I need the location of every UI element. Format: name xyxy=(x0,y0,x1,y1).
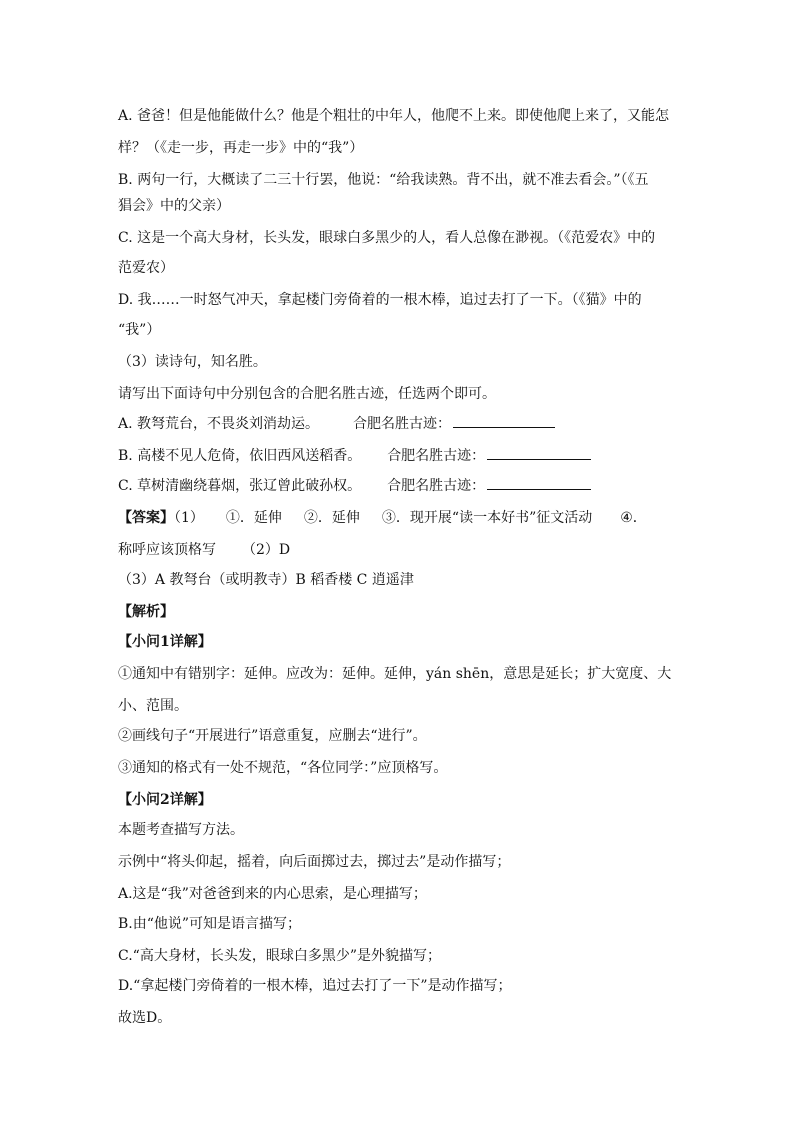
option-b-line1: B. 两句一行，大概读了二三十行罢，他说：“给我读熟。背不出，就不准去看会。”（《五 xyxy=(118,172,649,188)
q3-verse-a: A. 教弩荒台，不畏炎刘消劫运。 xyxy=(118,416,320,432)
q3-answer-blank-b[interactable] xyxy=(487,447,591,460)
option-a-line2: 样？（《走一步，再走一步》中的“我”） xyxy=(118,140,364,156)
sub2-line4: B.由“他说”可知是语言描写； xyxy=(118,916,302,932)
option-a-line1: A. 爸爸！但是他能做什么？他是个粗壮的中年人，他爬不上来。即使他爬上来了，又能怎 xyxy=(118,108,670,124)
answer-part1: （1） xyxy=(174,510,204,526)
answer-item-4-text: 称呼应该顶格写 xyxy=(118,542,216,558)
answer-item-4: ④． xyxy=(620,510,647,526)
answer-part2: （2）D xyxy=(242,542,291,558)
sub2-line1: 本题考查描写方法。 xyxy=(118,822,244,838)
sub1-p1-line2: 小、范围。 xyxy=(118,698,188,714)
q3-blank-label-a: 合肥名胜古迹： xyxy=(353,416,452,432)
q3-verse-c: C. 草树清幽绕暮烟，张辽曾此破孙权。 xyxy=(118,478,362,494)
sub2-line2: 示例中“将头仰起，摇着，向后面掷过去，掷过去”是动作描写； xyxy=(118,854,511,870)
q3-item-c xyxy=(118,476,678,496)
q3-heading: （3）读诗句，知名胜。 xyxy=(118,354,267,370)
q3-item-b xyxy=(118,446,678,466)
answer-line2 xyxy=(118,540,678,560)
q3-answer-blank-c[interactable] xyxy=(487,477,591,490)
q3-verse-b: B. 高楼不见人危倚，依旧西风送稻香。 xyxy=(118,448,362,464)
q3-blank-label-c: 合肥名胜古迹： xyxy=(387,478,486,494)
sub1-p2: ②画线句子“开展进行”语意重复，应删去“进行”。 xyxy=(118,728,427,744)
sub2-line6: D.“拿起楼门旁倚着的一根木棒，追过去打了一下”是动作描写； xyxy=(118,978,512,994)
answer-item-1: ①．延伸 xyxy=(225,510,282,526)
q3-item-a xyxy=(118,414,678,434)
answer-item-3: ③．现开展“读一本好书”征文活动 xyxy=(381,510,593,526)
option-c-line1: C. 这是一个高大身材，长头发，眼球白多黑少的人，看人总像在渺视。（《范爱农》中的 xyxy=(118,230,656,246)
sub1-p1-line1: ①通知中有错别字：延伸。应改为：延伸。延伸，yán shēn，意思是延长；扩大宽度、大 xyxy=(118,666,672,682)
sub2-title: 【小问2详解】 xyxy=(118,792,212,808)
option-b-line2: 猖会》中的父亲） xyxy=(118,198,230,214)
answer-tag: 【答案】 xyxy=(118,510,174,526)
sub2-line7: 故选D。 xyxy=(118,1010,172,1026)
analysis-tag: 【解析】 xyxy=(118,604,174,620)
q3-blank-label-b: 合肥名胜古迹： xyxy=(387,448,486,464)
q3-instruction: 请写出下面诗句中分别包含的合肥名胜古迹，任选两个即可。 xyxy=(118,386,496,402)
sub2-line5: C.“高大身材，长头发，眼球白多黑少”是外貌描写； xyxy=(118,948,441,964)
option-c-line2: 范爱农） xyxy=(118,260,174,276)
option-d-line1: D. 我……一时怒气冲天，拿起楼门旁倚着的一根木棒，追过去打了一下。（《猫》中的 xyxy=(118,292,642,308)
sub1-title: 【小问1详解】 xyxy=(118,634,212,650)
answer-line3: （3）A 教弩台（或明教寺）B 稻香楼 C 逍遥津 xyxy=(118,572,414,588)
answer-item-2: ②．延伸 xyxy=(303,510,360,526)
q3-answer-blank-a[interactable] xyxy=(453,415,555,428)
sub1-p3: ③通知的格式有一处不规范，“各位同学：”应顶格写。 xyxy=(118,760,448,776)
answer-line1 xyxy=(118,508,678,528)
option-d-line2: “我”） xyxy=(118,322,161,338)
sub2-line3: A.这是“我”对爸爸到来的内心思索，是心理描写； xyxy=(118,886,427,902)
